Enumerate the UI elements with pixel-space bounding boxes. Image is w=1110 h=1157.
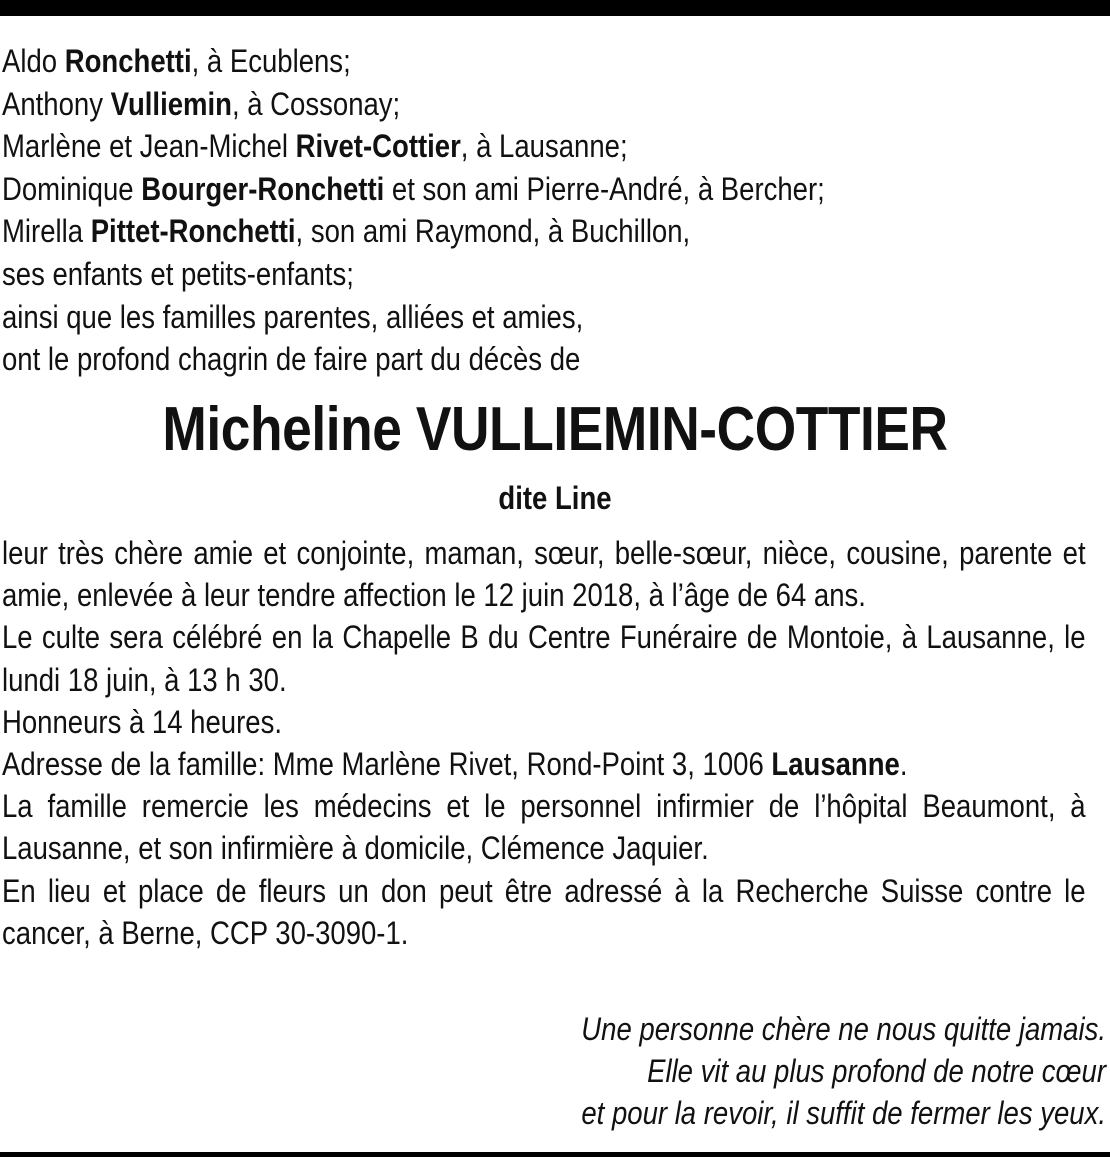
address-period: . [899,746,908,783]
family-line-1 [2,40,948,83]
deceased-name: Micheline VULLIEMIN-COTTIER [162,395,948,464]
deceased-nickname: dite Line [498,480,612,516]
relationship-paragraph: leur très chère amie et conjointe, maman, sœur, belle-sœur, nièce, cousine, parente et amie, enlevée à leur tendre affection le 12 juin 2018, à l’âge de 64 ans. [2,535,1086,614]
address-text: Adresse de la famille: Mme Marlène Rivet, Rond-Point 3, 1006 [2,746,772,783]
surname: Ronchetti [64,43,192,79]
first-name: Marlène et Jean-Michel [2,128,296,165]
honours-paragraph: Honneurs à 14 heures. [2,703,282,740]
family-line-3 [2,125,948,168]
family-line-8: ont le profond chagrin de faire part du décès de [2,341,581,378]
quote-line-1: Une personne chère ne nous quitte jamais. [581,1011,1106,1047]
first-name: Mirella [2,213,91,250]
family-line-7: ainsi que les familles parentes, alliées et amies, [2,298,584,335]
first-name: Anthony [2,85,111,122]
surname: Rivet-Cottier [295,128,461,165]
family-address-paragraph [2,743,1086,785]
location: , à Cossonay; [231,85,401,122]
quote-line-2: Elle vit au plus profond de notre cœur [647,1053,1106,1089]
top-rule [0,0,1110,16]
bottom-rule [0,1152,1110,1157]
service-paragraph: Le culte sera célébré en la Chapelle B du Centre Funéraire de Montoie, à Lausanne, le lundi 18 juin, à 13 h 30. [2,619,1086,698]
first-name: Dominique [2,170,142,207]
donation-paragraph: En lieu et place de fleurs un don peut être adressé à la Recherche Suisse contre le cancer, à Berne, CCP 30-3090-1. [2,872,1086,951]
location: et son ami Pierre-André, à Bercher; [384,170,825,207]
thanks-paragraph: La famille remercie les médecins et le personnel infirmier de l’hôpital Beaumont, à Lausanne, et son infirmière à domicile, Clémence Jaquier. [2,788,1086,867]
closing-quote [74,1008,1106,1134]
location: , son ami Raymond, à Buchillon, [295,213,691,250]
announcement-body [2,532,1086,954]
surname: Vulliemin [110,85,232,122]
first-name: Aldo [2,43,65,79]
location: , à Lausanne; [460,128,628,165]
family-line-4 [2,168,948,211]
family-line-5 [2,210,948,253]
location: , à Ecublens; [191,43,351,79]
surname: Pittet-Ronchetti [90,213,296,250]
quote-line-3: et pour la revoir, il suffit de fermer les yeux. [581,1095,1106,1131]
family-line-2 [2,83,948,126]
family-list [2,40,948,381]
surname: Bourger-Ronchetti [141,170,385,207]
family-line-6: ses enfants et petits-enfants; [2,255,354,292]
address-city: Lausanne [771,746,900,783]
